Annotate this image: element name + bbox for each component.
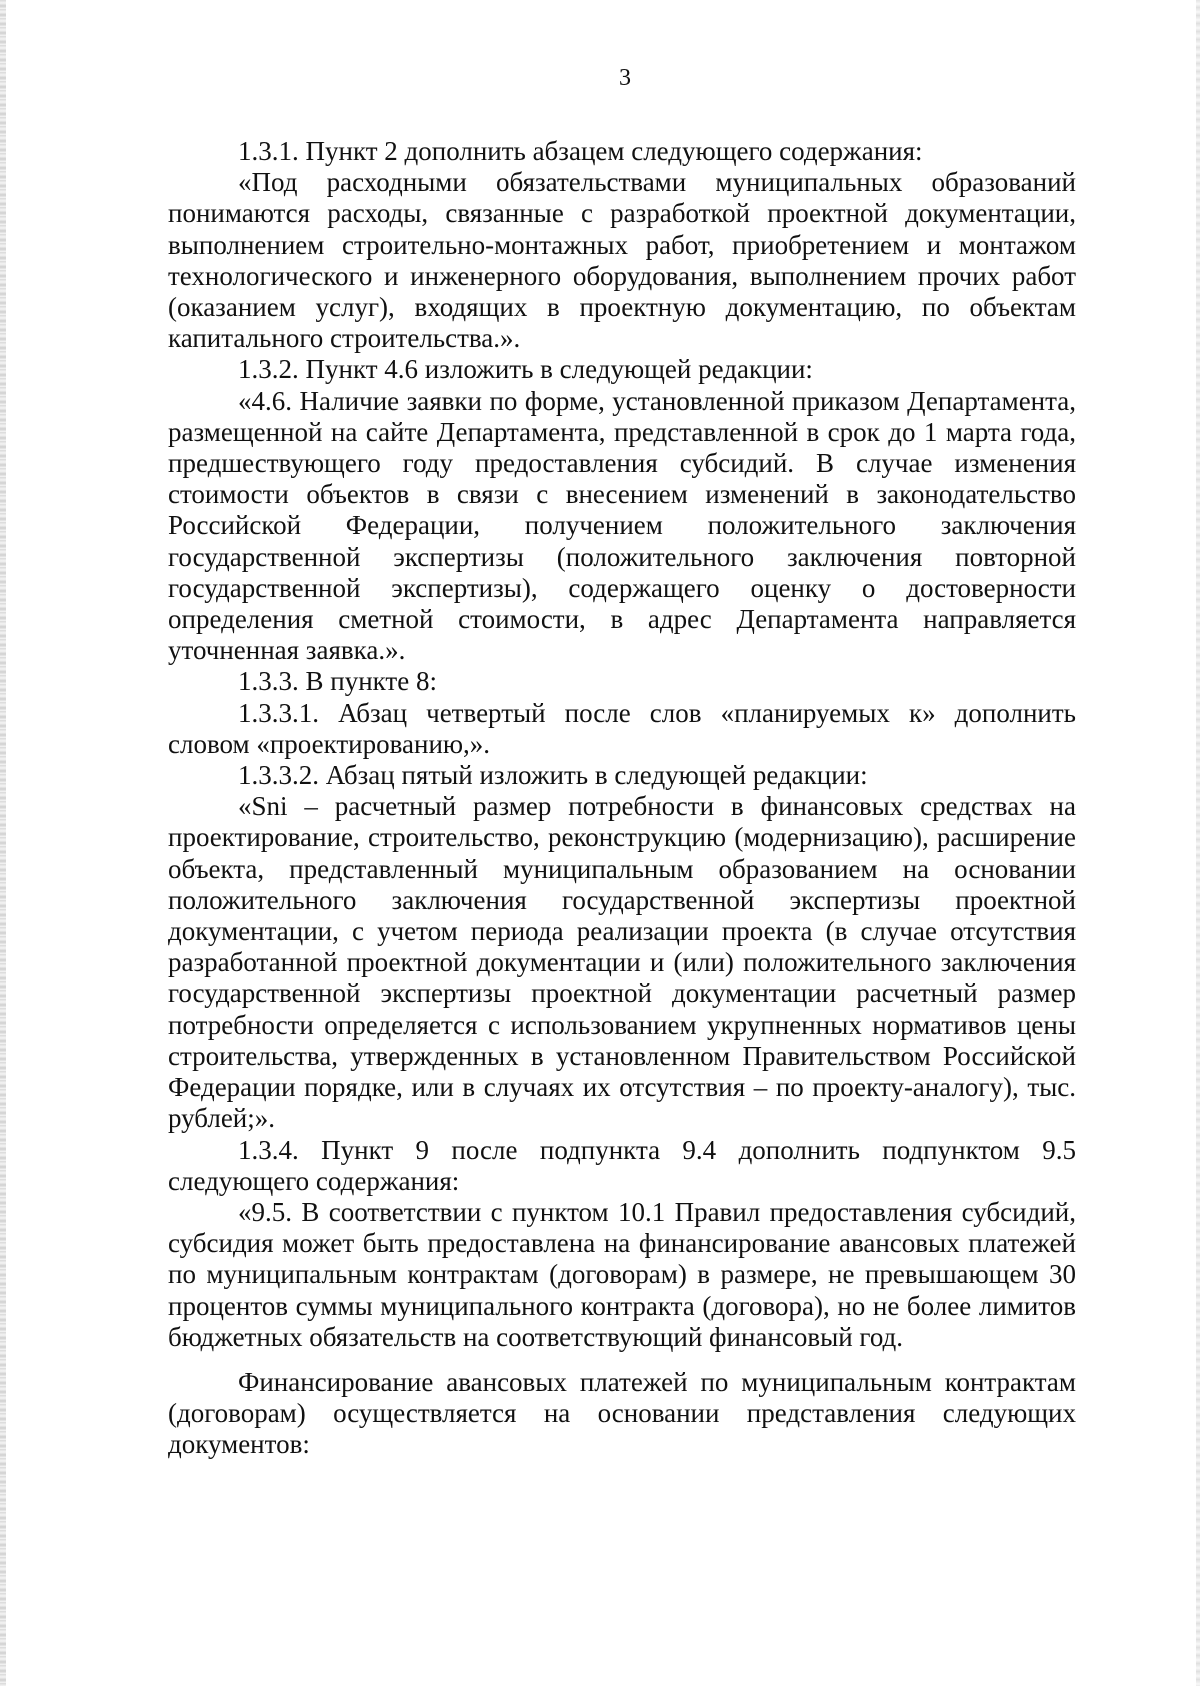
paragraph-quote-9-5: «9.5. В соответствии с пунктом 10.1 Правил предоставления субсидий, субсидия может быть предоставлена на финансирование авансовых платежей по муниципальным контрактам (договорам) в размере, не превышающем 30 процентов суммы муниципального контракта (договора), но не более лимитов бюджетных обязательств на соответствующий финансовый год. xyxy=(168,1196,1076,1352)
paragraph-1-3-4: 1.3.4. Пункт 9 после подпункта 9.4 дополнить подпунктом 9.5 следующего содержания: xyxy=(168,1134,1076,1196)
paragraph-quote-obligations: «Под расходными обязательствами муниципальных образований понимаются расходы, связанные с разработкой проектной документации, выполнением строительно-монтажных работ, приобретением и монтажом технологического и инженерного оборудования, выполнением прочих работ (оказанием услуг), входящих в проектную документацию, по объектам капитального строительства.». xyxy=(168,167,1076,354)
document-body xyxy=(168,136,1076,1461)
paragraph-1-3-3-2: 1.3.3.2. Абзац пятый изложить в следующей редакции: xyxy=(238,760,868,791)
paragraph-quote-sni: «Sni – расчетный размер потребности в финансовых средствах на проектирование, строительство, реконструкцию (модернизацию), расширение объекта, представленный муниципальным образованием на основании положительного заключения государственной экспертизы проектной документации, с учетом периода реализации проекта (в случае отсутствия разработанной проектной документации и (или) положительного заключения государственной экспертизы проектной документации расчетный размер потребности определяется с использованием укрупненных нормативов цены строительства, утвержденных в установленном Правительством Российской Федерации порядке, или в случаях их отсутствия – по проекту-аналогу), тыс. рублей;». xyxy=(168,791,1076,1134)
paragraph-1-3-2: 1.3.2. Пункт 4.6 изложить в следующей редакции: xyxy=(238,354,813,385)
page-number: 3 xyxy=(619,65,631,91)
paragraph-financing: Финансирование авансовых платежей по муниципальным контрактам (договорам) осуществляется на основании представления следующих документов: xyxy=(168,1366,1076,1460)
paragraph-quote-4-6: «4.6. Наличие заявки по форме, установленной приказом Департамента, размещенной на сайте Департамента, представленной в срок до 1 марта года, предшествующего году предоставления субсидий. В случае изменения стоимости объектов в связи с внесением изменений в законодательство Российской Федерации, получением положительного заключения государственной экспертизы (положительного заключения повторной государственной экспертизы), содержащего оценку о достоверности определения сметной стоимости, в адрес Департамента направляется уточненная заявка.». xyxy=(168,385,1076,666)
scan-edge-left xyxy=(0,0,6,1686)
paragraph-1-3-3-1: 1.3.3.1. Абзац четвертый после слов «планируемых к» дополнить словом «проектированию,». xyxy=(168,697,1076,759)
paragraph-1-3-1: 1.3.1. Пункт 2 дополнить абзацем следующего содержания: xyxy=(238,136,923,166)
paragraph-1-3-3: 1.3.3. В пункте 8: xyxy=(238,666,437,697)
scan-edge-right xyxy=(1196,0,1200,1686)
